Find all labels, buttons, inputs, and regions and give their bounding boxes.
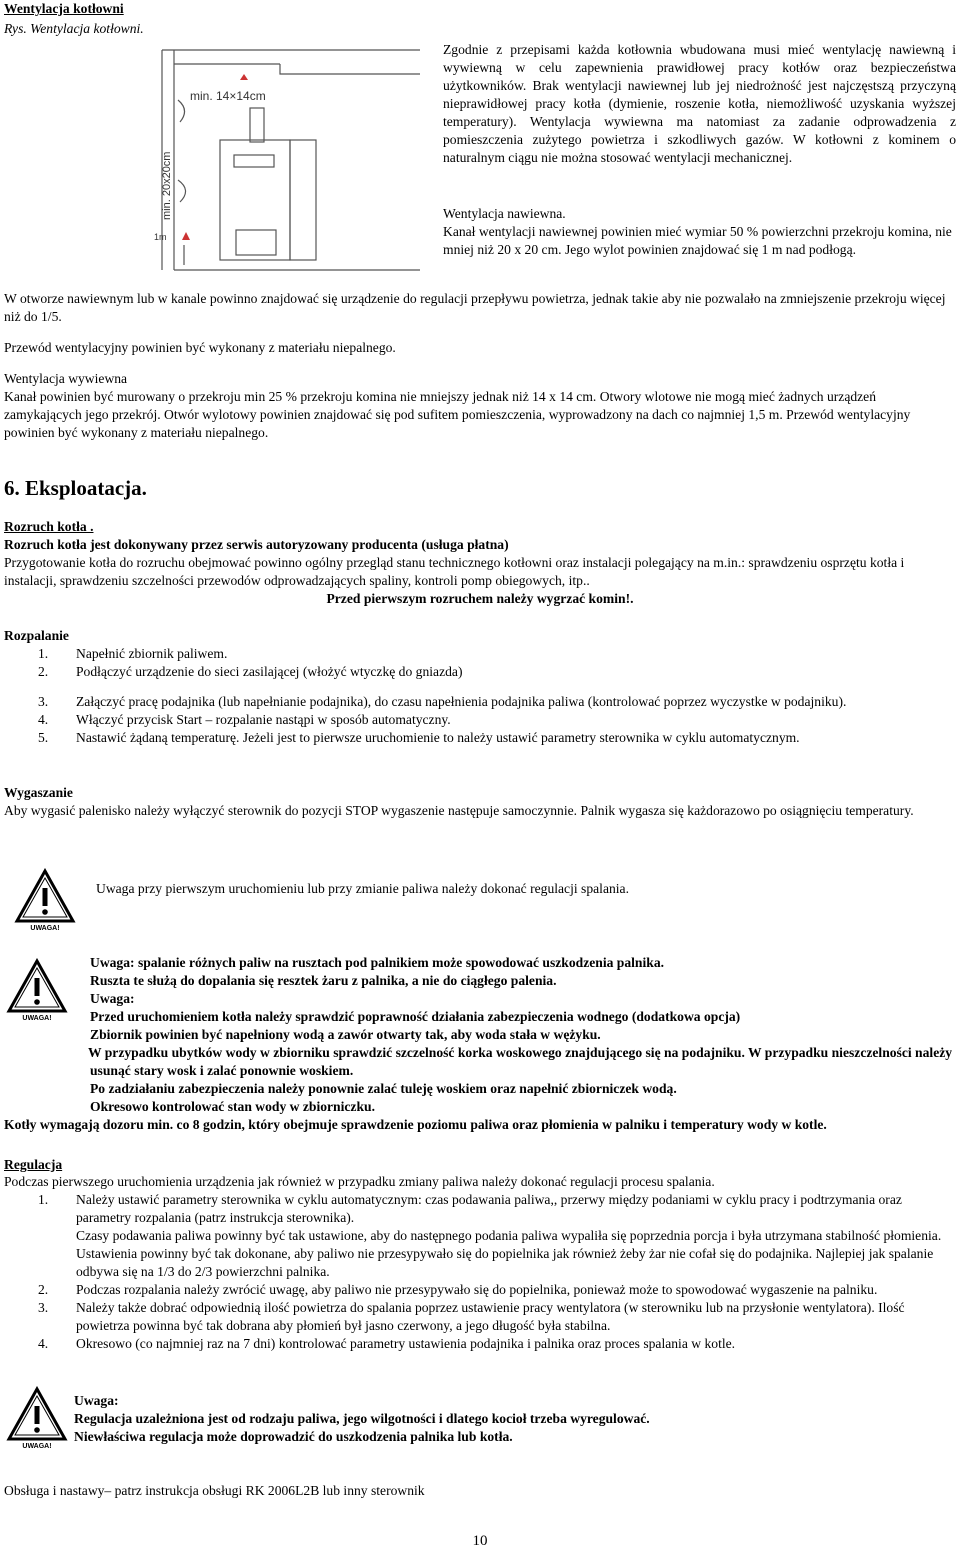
wywiewna-text: Kanał powinien być murowany o przekroju min 25 % przekroju komina nie mniejszy jednak niż 14 x 14 cm. Otwory wlotowe nie mogą mieć żadnych urządzeń zamykających jego przekrój. Otwór wylotowy powinien znajdować się pod sufitem pomieszczenia, wyprowadzony na dach co najmniej 1,5 m. Przewód wentylacyjny powinien być wykonany z materiału niepalnego. — [4, 389, 911, 440]
label-min-14: min. 14×14cm — [190, 89, 266, 103]
warning-line: Zbiornik powinien być napełniony wodą a zawór otwarty tak, aby woda stała w wężyku. — [90, 1027, 601, 1042]
rozruch-bold: Rozruch kotła jest dokonywany przez serwis autoryzowany producenta (usługa płatna) — [4, 537, 509, 552]
warning-label: UWAGA! — [30, 925, 60, 932]
warning-icon — [6, 1386, 68, 1452]
warning-line: Regulacja uzależniona jest od rodzaju paliwa, jego wilgotności i dlatego kocioł trzeba wyregulować. — [74, 1411, 650, 1426]
warning-line: Uwaga: — [90, 991, 135, 1006]
boiler-room-drawing — [150, 40, 430, 280]
warning-line: Uwaga: spalanie różnych paliw na rusztach pod palnikiem może spowodować uszkodzenia palnika. — [90, 955, 665, 970]
list-item: 5. Nastawić żądaną temperaturę. Jeżeli jest to pierwsze uruchomienie to należy ustawić parametry sterownika w cyklu automatycznym. — [38, 730, 800, 745]
label-min-20: min. 20x20cm — [161, 151, 173, 220]
page-number: 10 — [472, 1533, 488, 1549]
wywiewna-heading: Wentylacja wywiewna — [4, 371, 128, 386]
figure-caption: Rys. Wentylacja kotłowni. — [4, 21, 144, 36]
list-item: 2. Podczas rozpalania należy zwrócić uwagę, aby paliwo nie przesypywało się do popielnika, ponieważ może to spowodować wygaszenie na palniku. — [38, 1282, 878, 1297]
regulacja-heading: Regulacja — [4, 1157, 63, 1172]
rozpalanie-heading: Rozpalanie — [4, 628, 69, 643]
kotly-note: Kotły wymagają dozoru min. co 8 godzin, który obejmuje sprawdzenie poziomu paliwa oraz płomienia w palniku i temperatury wody w kotle. — [4, 1117, 827, 1132]
rozruch-heading: Rozruch kotła . — [4, 519, 94, 534]
rozruch-text: Przygotowanie kotła do rozruchu obejmować powinno ogólny przegląd stanu technicznego kotłowni oraz instalacji polegający na m.in.: sprawdzeniu osprzętu kotła i instalacji, sprawdzeniu szczelności przewodów odprowadzających spaliny, kontroli pomp obiegowych, itp.. — [4, 555, 905, 588]
nawiewna-heading: Wentylacja nawiewna. — [443, 206, 566, 221]
section-title: Wentylacja kotłowni — [4, 1, 124, 16]
list-item: 4. Okresowo (co najmniej raz na 7 dni) kontrolować parametry ustawienia podajnika i palnika oraz proces spalania w kotle. — [38, 1336, 736, 1351]
warning-line: Po zadziałaniu zabezpieczenia należy ponownie zalać tuleję woskiem oraz napełnić zbiorniczek wodą. — [90, 1081, 677, 1096]
list-item: 3. Należy także dobrać odpowiednią ilość powietrza do spalania poprzez ustawienie pracy wentylatora (w sterowniku lub na przysłonie wentylatora). Ilość powietrza powinna być tak dobrana aby płomień był jasno czerwony, a jego długość była stabilna. — [38, 1300, 905, 1333]
warning-label: UWAGA! — [22, 1443, 52, 1450]
list-item: 3. Załączyć pracę podajnika (lub napełnianie podajnika), do czasu napełnienia podajnika paliwa (kontrolować poprzez wyczystke w podajniku). — [38, 694, 847, 709]
warning-line: Przed uruchomieniem kotła należy sprawdzić poprawność działania zabezpieczenia wodnego (dodatkowa opcja) — [90, 1009, 741, 1024]
warning-line: Niewłaściwa regulacja może doprowadzić do uszkodzenia palnika lub kotła. — [74, 1429, 513, 1444]
label-1m: 1m — [154, 232, 167, 242]
list-item: 4. Włączyć przycisk Start – rozpalanie nastąpi w sposób automatyczny. — [38, 712, 451, 727]
para-przewod: Przewód wentylacyjny powinien być wykonany z materiału niepalnego. — [4, 340, 396, 355]
footer-note: Obsługa i nastawy– patrz instrukcja obsługi RK 2006L2B lub inny sterownik — [4, 1483, 425, 1498]
wygaszanie-text: Aby wygasić palenisko należy wyłączyć sterownik do pozycji STOP wygaszenie następuje samoczynnie. Palnik wygasza się każdorazowo po osiągnięciu temperatury. — [4, 803, 914, 818]
list-item: 1. Należy ustawić parametry sterownika w cyklu automatycznym: czas podawania paliwa,, przerwy między podaniami w cyklu pracy i podtrzymania oraz parametry rozpalania (patrz instrukcja sterownika). — [38, 1192, 902, 1225]
warning-icon — [6, 958, 68, 1024]
warning-line: Uwaga: — [74, 1393, 119, 1408]
warning-1-text: Uwaga przy pierwszym uruchomieniu lub przy zmianie paliwa należy dokonać regulacji spalania. — [96, 881, 629, 896]
para-otwor: W otworze nawiewnym lub w kanale powinno znajdować się urządzenie do regulacji przepływu powietrza, jednak takie aby nie pozwalało na zmniejszenie przekroju więcej niż do 1/5. — [4, 291, 946, 324]
warning-line: Ruszta te służą do dopalania się resztek żaru z palnika, a nie do ciągłego palenia. — [90, 973, 557, 988]
intro-paragraph: Zgodnie z przepisami każda kotłownia wbudowana musi mieć wentylację nawiewną i wywiewną w celu zapewnienia prawidłowej pracy kotłów oraz bezpieczeństwa użytkowników. Brak wentylacji nawiewnej lub jej niedrożność jest najczęstszą przyczyną nieprawidłowej pracy kotła (dymienie, roszenie kotła, niemożliwość uzyskania wyższej temperatury). Wentylacja wywiewna ma natomiast za zadanie odprowadzenia z pomieszczenia zużytego powietrza i szkodliwych gazów. W kotłowni z kominem o naturalnym ciągu nie można stosować wentylacji mechanicznej. — [443, 42, 956, 165]
wygaszanie-heading: Wygaszanie — [4, 785, 73, 800]
ventilation-diagram — [150, 40, 430, 280]
rozpalanie-list — [38, 645, 938, 747]
warning-icon — [14, 868, 76, 934]
list-item-extra: Czasy podawania paliwa powinny być tak ustawione, aby do następnego podania paliwa wypaliła się poprzednia porcja i była utrzymana stabilność płomienia. Ustawienia powinny być tak dokonane, aby paliwo nie przesypywało się do popielnika jak również żeby żar nie cofał się do podajnika. Najlepiej jak spalanie odbywa się na 1/3 do 2/3 powierzchni palnika. — [76, 1228, 942, 1279]
list-item: 2. Podłączyć urządzenie do sieci zasilającej (włożyć wtyczkę do gniazda) — [38, 664, 463, 679]
rozruch-note: Przed pierwszym rozruchem należy wygrzać komin!. — [326, 591, 634, 606]
section-6-title: 6. Eksploatacja. — [4, 476, 147, 500]
warning-3-block — [74, 1392, 954, 1446]
regulacja-intro: Podczas pierwszego uruchomienia urządzenia jak również w przypadku zmiany paliwa należy dokonać regulacji procesu spalania. — [4, 1174, 715, 1189]
warning-2-block — [90, 954, 956, 1116]
regulacja-list — [38, 1191, 956, 1353]
nawiewna-text: Kanał wentylacji nawiewnej powinien mieć wymiar 50 % powierzchni przekroju komina, nie mniej niż 20 x 20 cm. Jego wylot powinien znajdować się 1 m nad podłogą. — [443, 224, 952, 257]
warning-line: W przypadku ubytków wody w zbiorniku sprawdzić szczelność korka woskowego znajdującego się na podajniku. W przypadku nieszczelności należy usunąć stary wosk i zalać ponownie woskiem. — [88, 1045, 953, 1078]
list-item: 1. Napełnić zbiornik paliwem. — [38, 646, 228, 661]
warning-label: UWAGA! — [22, 1015, 52, 1022]
warning-line: Okresowo kontrolować stan wody w zbiorniczku. — [90, 1099, 375, 1114]
